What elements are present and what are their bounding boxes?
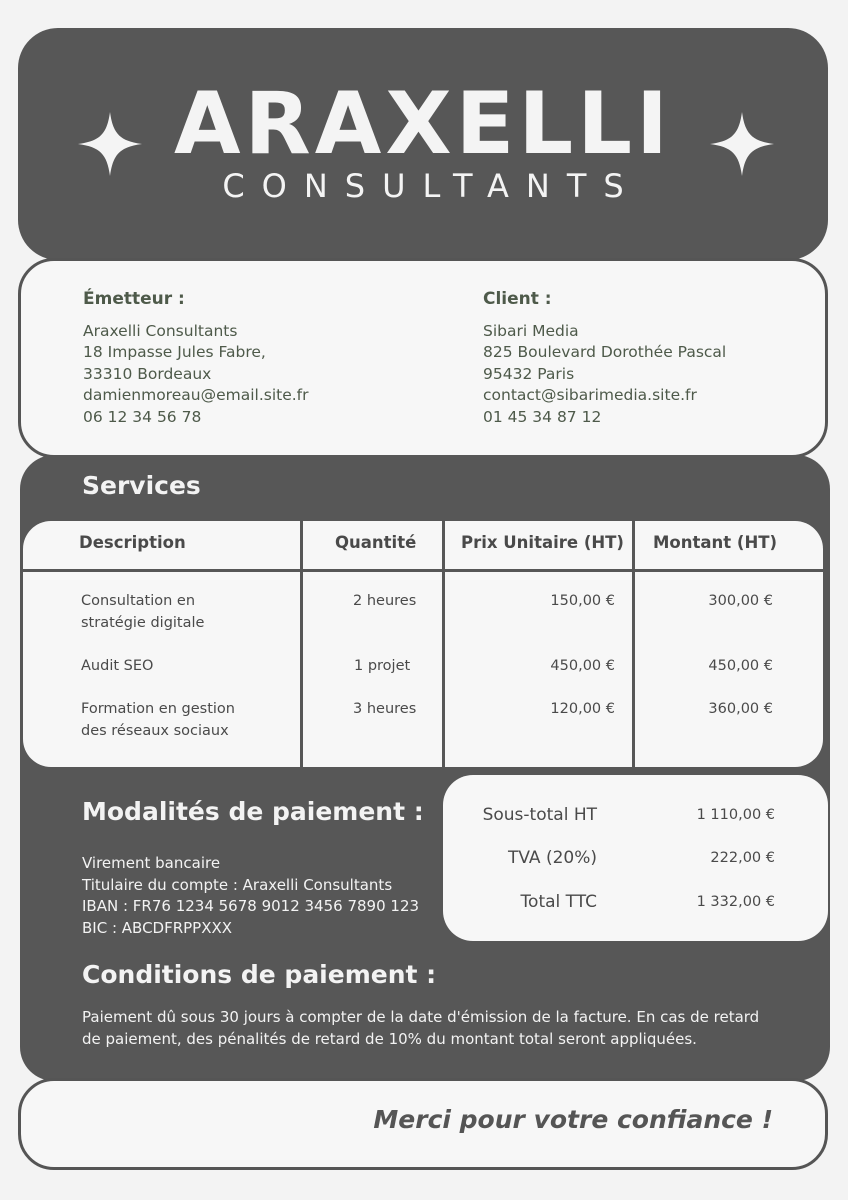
header-divider [23, 569, 823, 572]
issuer-city: 33310 Bordeaux [83, 364, 212, 383]
header-banner [18, 28, 828, 260]
services-table [23, 521, 823, 767]
issuer-name: Araxelli Consultants [83, 321, 238, 340]
row-quantity: 3 heures [353, 701, 417, 717]
header-quantity: Quantité [335, 533, 417, 552]
row-amount: 450,00 € [708, 658, 773, 674]
header-description: Description [79, 533, 186, 552]
client-email: contact@sibarimedia.site.fr [483, 386, 697, 404]
client-phone: 01 45 34 87 12 [483, 407, 602, 426]
bic: BIC : ABCDFRPPXXX [82, 918, 233, 937]
row-unit-price: 120,00 € [550, 701, 615, 717]
account-holder: Titulaire du compte : Araxelli Consultants [82, 875, 393, 894]
iban: IBAN : FR76 1234 5678 9012 3456 7890 123 [82, 897, 420, 915]
conditions-title: Conditions de paiement : [82, 960, 437, 989]
row-description: Consultation en stratégie digitale [81, 593, 205, 631]
issuer-title: Émetteur : [83, 289, 185, 309]
client-block [483, 289, 726, 428]
header-unit-price: Prix Unitaire (HT) [461, 533, 624, 552]
row-quantity: 2 heures [353, 593, 417, 609]
conditions-text: Paiement dû sous 30 jours à compter de la date d'émission de la facture. En cas de retard de paiement, des pénalités de retard de 10% du montant total seront appliquées. [82, 1008, 760, 1048]
row-amount: 300,00 € [708, 593, 773, 609]
client-city: 95432 Paris [483, 364, 575, 383]
issuer-street: 18 Impasse Jules Fabre, [83, 343, 266, 361]
row-unit-price: 450,00 € [550, 658, 615, 674]
column-divider [442, 521, 445, 767]
header-amount: Montant (HT) [653, 533, 778, 552]
row-unit-price: 150,00 € [550, 593, 615, 609]
client-name: Sibari Media [483, 321, 579, 340]
vat-label: TVA (20%) [507, 848, 597, 868]
parties-card [18, 258, 828, 458]
main-section [20, 455, 830, 1081]
payment-title: Modalités de paiement : [82, 797, 424, 826]
issuer-email: damienmoreau@email.site.fr [83, 386, 309, 404]
brand-name: ARAXELLI [174, 74, 672, 174]
sparkle-icon [710, 112, 774, 176]
subtotal-value: 1 110,00 € [696, 807, 775, 823]
row-description: Audit SEO [81, 658, 154, 674]
payment-details [82, 853, 419, 939]
brand-subtitle: CONSULTANTS [222, 167, 641, 205]
footer-card [18, 1078, 828, 1170]
row-amount: 360,00 € [708, 701, 773, 717]
subtotal-label: Sous-total HT [482, 805, 597, 825]
column-divider [632, 521, 635, 767]
vat-value: 222,00 € [710, 850, 775, 866]
total-label: Total TTC [520, 892, 597, 912]
totals-card [443, 775, 828, 941]
client-title: Client : [483, 289, 552, 309]
thanks-message: Merci pour votre confiance ! [373, 1105, 773, 1134]
client-street: 825 Boulevard Dorothée Pascal [483, 343, 727, 361]
total-value: 1 332,00 € [696, 894, 775, 910]
services-title: Services [82, 471, 201, 500]
payment-method: Virement bancaire [82, 854, 221, 872]
row-quantity: 1 projet [354, 658, 411, 674]
row-description: Formation en gestion des réseaux sociaux [81, 701, 235, 739]
column-divider [300, 521, 303, 767]
issuer-block [83, 289, 309, 428]
issuer-phone: 06 12 34 56 78 [83, 407, 202, 426]
